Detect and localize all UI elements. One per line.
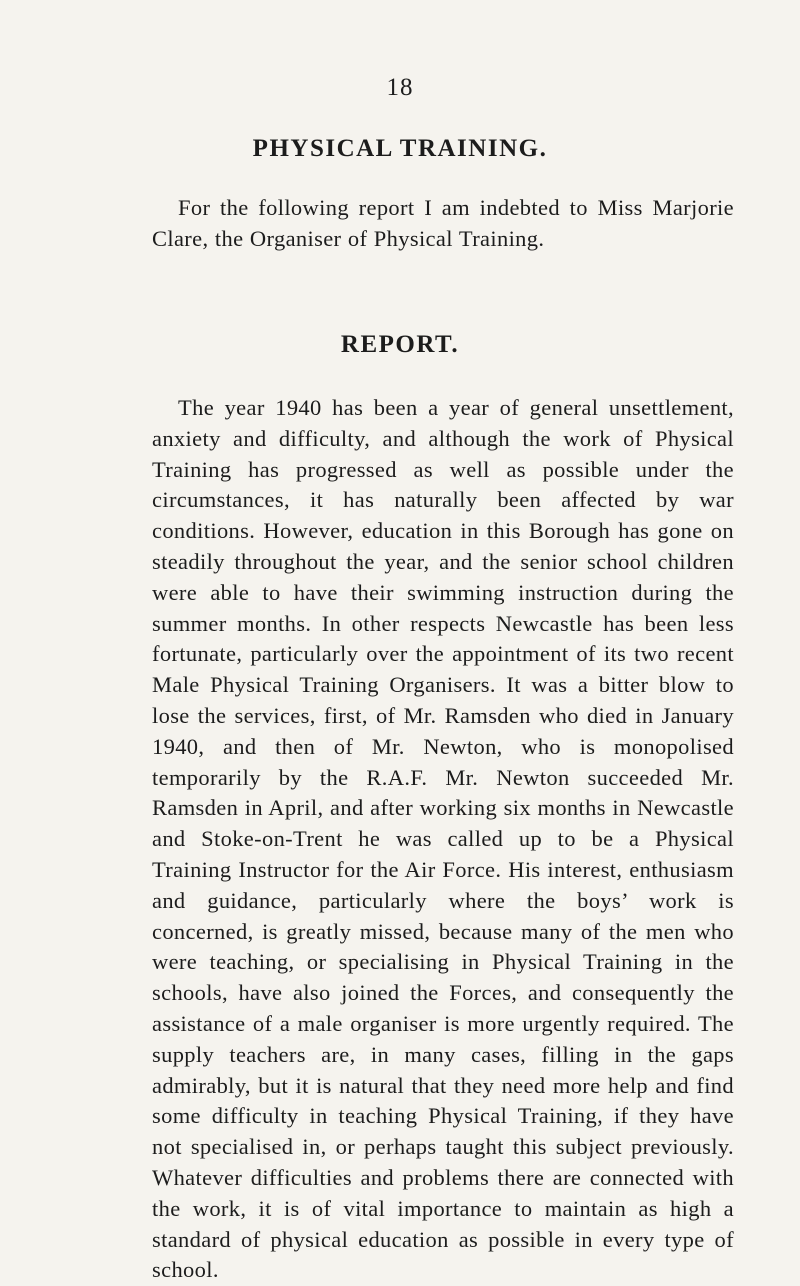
page-title: PHYSICAL TRAINING. <box>252 135 548 162</box>
intro-paragraph: For the following report I am indebted to Miss Marjorie Clare, the Organiser of Physical Training. <box>152 195 734 251</box>
report-heading: REPORT. <box>340 331 460 358</box>
report-paragraph: The year 1940 has been a year of general unsettlement, anxiety and difficulty, and although the work of Physical Training has progressed as well as possible under the circumstances, it has naturally been affected by war conditions. However, education in this Borough has gone on steadily throughout the year, and the senior school children were able to have their swimming instruction during the summer months. In other respects Newcastle has been less fortunate, particularly over the appointment of its two recent Male Physical Training Organisers. It was a bitter blow to lose the services, first, of Mr. Ramsden who died in January 1940, and then of Mr. Newton, who is monopolised temporarily by the R.A.F. Mr. Newton succeeded Mr. Ramsden in April, and after working six months in Newcastle and Stoke-on-Trent he was called up to be a Physical Training Instructor for the Air Force. His interest, enthusiasm and guidance, particularly where the boys’ work is concerned, is greatly missed, because many of the men who were teaching, or specialising in Physical Training in the schools, have also joined the Forces, and consequently the assistance of a male organiser is more urgently required. The supply teachers are, in many cases, filling in the gaps admirably, but it is natural that they need more help and find some difficulty in teaching Physical Training, if they have not specialised in, or perhaps taught this subject previously. Whatever difficulties and problems there are connected with the work, it is of vital importance to maintain as high a standard of physical education as possible in every type of school. <box>152 395 734 1283</box>
page-number: 18 <box>386 74 414 101</box>
